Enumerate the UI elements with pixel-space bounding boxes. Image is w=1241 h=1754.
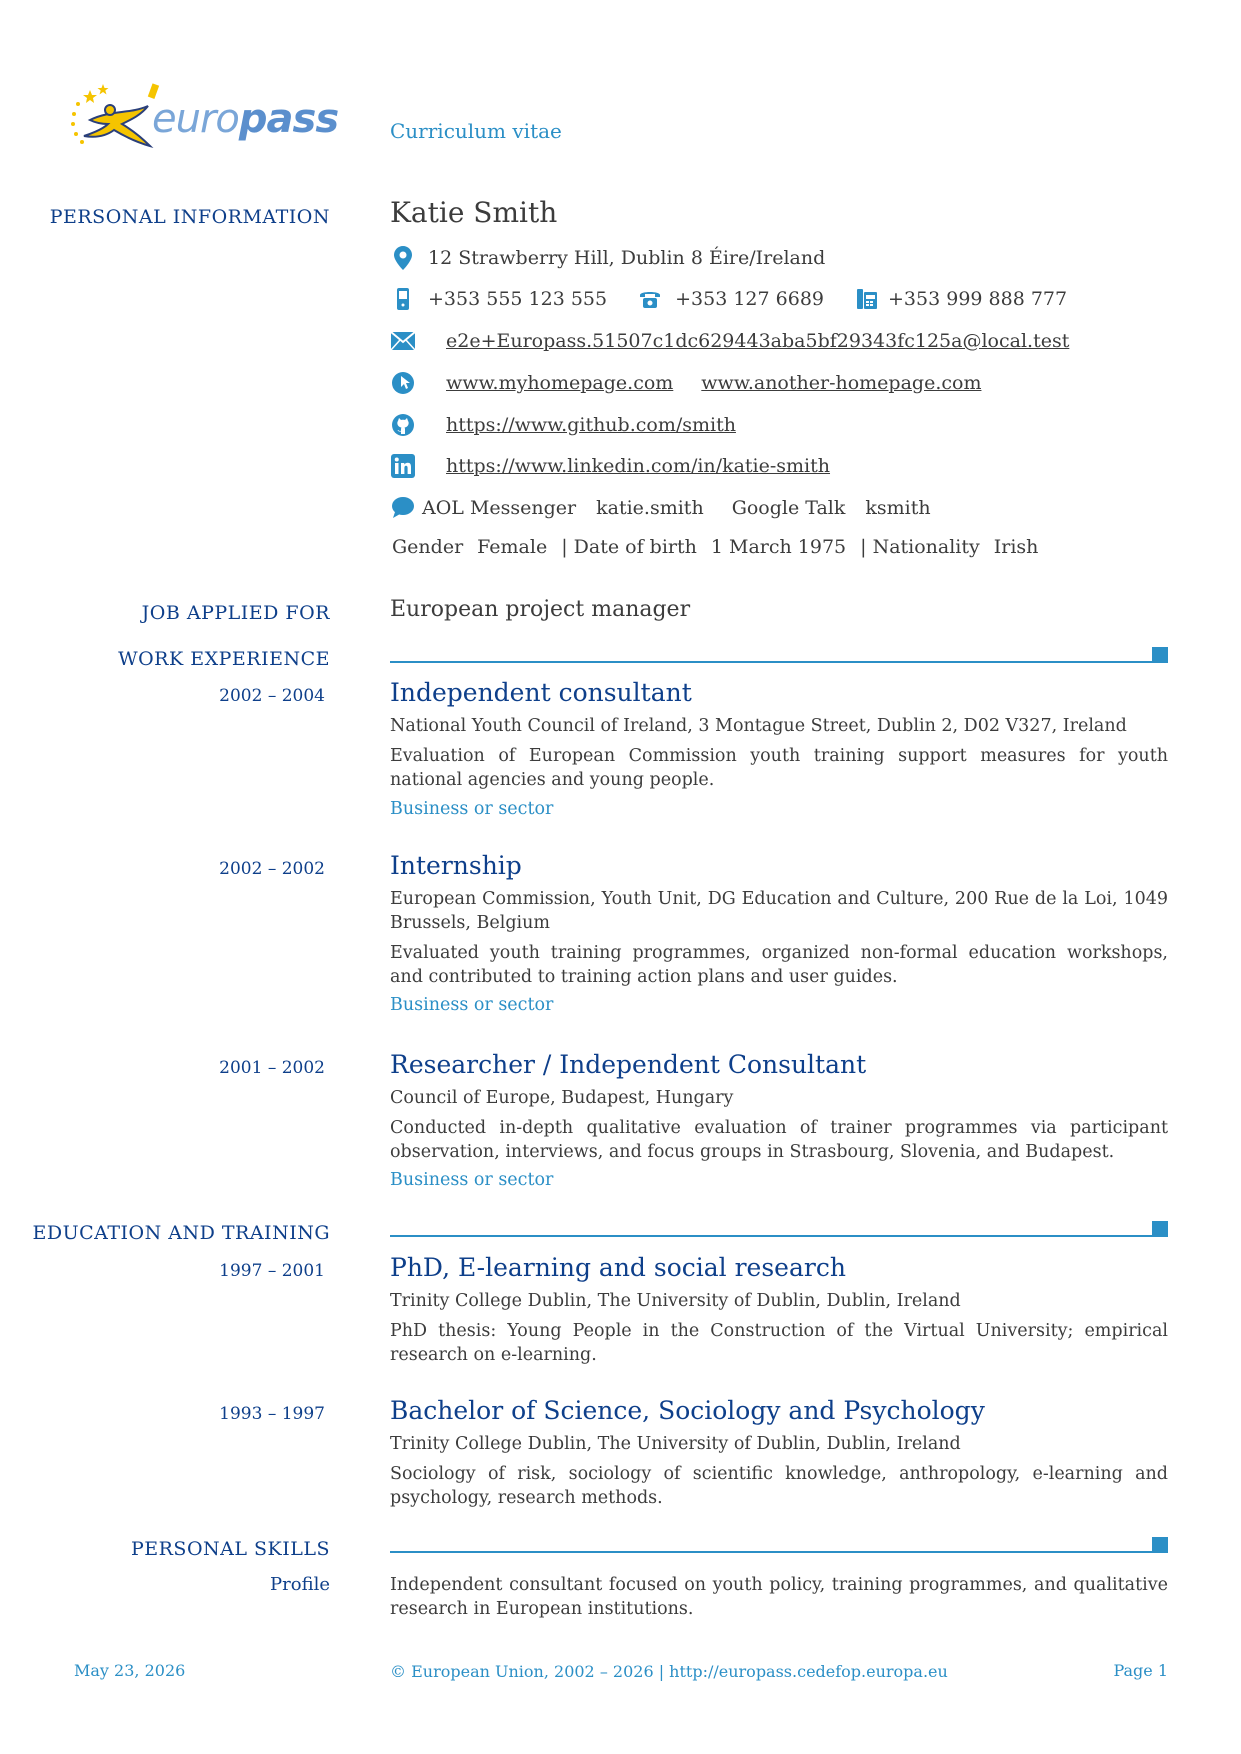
footer-date: May 23, 2026 [74,1661,186,1680]
work-item-description: Conducted in-depth qualitative evaluation of trainer programmes via participant observation, interviews, and focus groups in Strasbourg, Slovenia, and Budapest. [390,1118,1168,1162]
nationality-label: | Nationality [860,536,980,558]
section-label-work-experience: WORK EXPERIENCE [118,648,330,670]
im-label-aol: AOL Messenger [422,497,577,519]
homepage-link-1[interactable]: www.myhomepage.com [446,372,674,394]
europass-figure-icon [70,80,160,162]
phone-number[interactable]: +353 127 6689 [675,288,824,310]
github-row [390,412,736,438]
gender-value: Female [477,536,548,558]
section-label-personal-information: PERSONAL INFORMATION [49,206,330,228]
footer-page-number: Page 1 [1113,1661,1168,1680]
nationality-value: Irish [993,536,1039,558]
profile-text: Independent consultant focused on youth policy, training programmes, and qualitative research in European institutions. [390,1575,1168,1619]
work-item-title: Internship [390,851,522,880]
github-icon [390,412,416,438]
homepage-globe-icon [390,370,416,396]
work-item-title: Researcher / Independent Consultant [390,1050,867,1079]
gender-label: Gender [392,536,464,558]
work-item-sector: Business or sector [390,995,554,1015]
wordmark-pass: pass [238,96,339,142]
education-item-title: PhD, E-learning and social research [390,1253,846,1282]
work-item-dates: 2001 – 2002 [219,1058,325,1078]
work-item-sector: Business or sector [390,1170,554,1190]
work-item-description: Evaluated youth training programmes, organized non-formal education workshops, and contributed to training action plans and user guides. [390,943,1168,987]
homepage-row [390,370,981,396]
instant-messaging-row [390,495,931,521]
im-label-google-talk: Google Talk [731,497,846,519]
work-item-description: Evaluation of European Commission youth training support measures for youth national agencies and young people. [390,746,1168,790]
mobile-phone-icon [390,286,416,312]
section-rule [390,1551,1168,1553]
date-of-birth-value: 1 March 1975 [710,536,847,558]
education-item-dates: 1993 – 1997 [219,1404,325,1424]
im-value-aol: katie.smith [596,497,704,519]
person-name: Katie Smith [390,196,558,229]
education-item-description: Sociology of risk, sociology of scientific knowledge, anthropology, e-learning and psychology, research methods. [390,1464,1168,1508]
profile-label: Profile [270,1574,330,1595]
work-item-employer: European Commission, Youth Unit, DG Education and Culture, 200 Rue de la Loi, 1049 Brussels, Belgium [390,889,1168,933]
section-rule-marker [1152,647,1168,663]
work-item-employer: National Youth Council of Ireland, 3 Montague Street, Dublin 2, D02 V327, Ireland [390,716,1127,736]
address-row [390,245,825,271]
footer-copyright: © European Union, 2002 – 2026 | http://europass.cedefop.europa.eu [390,1662,948,1681]
email-envelope-icon [390,328,416,354]
github-link[interactable]: https://www.github.com/smith [446,414,736,436]
document-title: Curriculum vitae [390,119,562,143]
phones-row [390,286,1067,312]
work-item-title: Independent consultant [390,678,692,707]
education-item-dates: 1997 – 2001 [219,1261,325,1281]
telephone-icon [637,286,663,312]
location-pin-icon [390,245,416,271]
education-item-description: PhD thesis: Young People in the Construction of the Virtual University; empirical research on e-learning. [390,1321,1168,1365]
section-rule [390,661,1168,663]
email-row [390,328,1069,354]
section-rule [390,1235,1168,1237]
work-item-dates: 2002 – 2004 [219,686,325,706]
europass-wordmark [152,96,338,142]
email-link[interactable]: e2e+Europass.51507c1dc629443aba5bf29343fc125a@local.test [446,330,1070,352]
linkedin-icon [390,453,416,479]
work-item-sector: Business or sector [390,799,554,819]
section-rule-marker [1152,1537,1168,1553]
education-item-institution: Trinity College Dublin, The University of Dublin, Dublin, Ireland [390,1291,961,1311]
work-item-dates: 2002 – 2002 [219,859,325,879]
work-item-employer: Council of Europe, Budapest, Hungary [390,1088,734,1108]
personal-details-row [392,536,1038,558]
section-label-personal-skills: PERSONAL SKILLS [130,1538,330,1560]
job-applied-value: European project manager [390,597,691,622]
education-item-title: Bachelor of Science, Sociology and Psychology [390,1396,985,1425]
im-value-google-talk: ksmith [865,497,931,519]
section-label-education: EDUCATION AND TRAINING [32,1222,330,1244]
mobile-number[interactable]: +353 555 123 555 [428,288,608,310]
date-of-birth-label: | Date of birth [561,536,697,558]
education-item-institution: Trinity College Dublin, The University of Dublin, Dublin, Ireland [390,1434,961,1454]
fax-number[interactable]: +353 999 888 777 [888,288,1068,310]
section-rule-marker [1152,1221,1168,1237]
linkedin-link[interactable]: https://www.linkedin.com/in/katie-smith [446,455,831,477]
chat-bubble-icon [390,495,416,521]
address-text: 12 Strawberry Hill, Dublin 8 Éire/Ireland [428,247,826,269]
fax-icon [854,286,880,312]
linkedin-row [390,453,830,479]
wordmark-euro: euro [152,96,239,142]
homepage-link-2[interactable]: www.another-homepage.com [701,372,982,394]
section-label-job-applied: JOB APPLIED FOR [141,602,330,624]
